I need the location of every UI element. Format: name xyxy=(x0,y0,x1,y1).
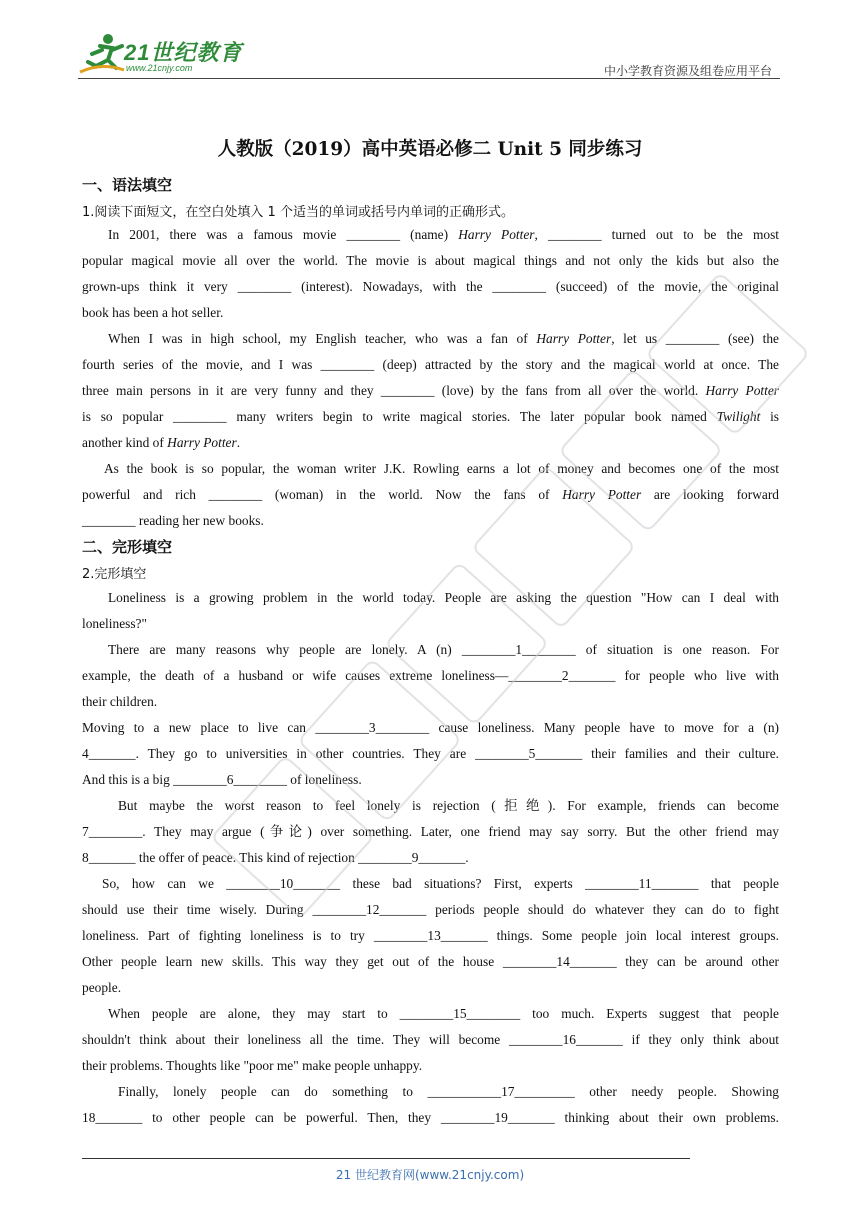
platform-slogan: 中小学教育资源及组卷应用平台 xyxy=(603,64,772,78)
passage-line: 8_______ the offer of peace. This kind of rejection ________9_______. xyxy=(82,850,469,865)
passage-line: loneliness?" xyxy=(82,616,147,631)
passage-line: loneliness. Part of fighting loneliness is to try ________13_______ things. Some people join local interest groups. xyxy=(82,928,779,943)
section1-heading: 一、语法填空 xyxy=(82,176,173,194)
passage-line: three main persons in it are very funny and they ________ (love) by the fans from all over the world. Harry Potter xyxy=(82,383,779,398)
passage-line: book has been a hot seller. xyxy=(82,305,224,320)
running-figure-icon xyxy=(78,32,126,76)
passage-line: popular magical movie all over the world. The movie is about magical things and not only the kids but also the xyxy=(82,253,779,268)
passage-line: In 2001, there was a famous movie ________ (name) Harry Potter, ________ turned out to be the most xyxy=(108,227,780,242)
passage-line: should use their time wisely. During ________12_______ periods people should do whatever they can do to fight xyxy=(82,902,779,917)
site-logo[interactable] xyxy=(78,30,248,78)
passage-line: 18_______ to other people can be powerful. Then, they ________19_______ thinking about their own problems. xyxy=(82,1110,779,1125)
section1-instruction: 1.阅读下面短文，在空白处填入 1 个适当的单词或括号内单词的正确形式。 xyxy=(82,205,514,220)
passage-line: As the book is so popular, the woman writer J.K. Rowling earns a lot of money and becomes one of the most xyxy=(104,461,779,476)
section2-heading: 二、完形填空 xyxy=(82,538,173,556)
passage-line: fourth series of the movie, and I was ________ (deep) attracted by the story and the magical world at once. The xyxy=(82,357,779,372)
passage-line: ________ reading her new books. xyxy=(82,513,264,528)
page-footer[interactable]: 21 世纪教育网(www.21cnjy.com) xyxy=(335,1168,525,1182)
page-title: 人教版（2019）高中英语必修二 Unit 5 同步练习 xyxy=(217,139,643,160)
passage-line: people. xyxy=(82,980,122,995)
passage-line: So, how can we ________10_______ these bad situations? First, experts ________11_______ that people xyxy=(102,876,779,891)
passage-line: 7________. They may argue (争论) over something. Later, one friend may say sorry. But the other friend may xyxy=(82,824,779,839)
passage-line: Moving to a new place to live can ________3________ cause loneliness. Many people have to move for a (n) xyxy=(82,720,779,735)
passage-line: another kind of Harry Potter. xyxy=(82,435,241,450)
page-header xyxy=(78,30,780,78)
passage-line: When people are alone, they may start to ________15________ too much. Experts suggest that people xyxy=(108,1006,779,1021)
passage-line: grown-ups think it very ________ (interest). Nowadays, with the ________ (succeed) of the movie, the original xyxy=(82,279,779,294)
footer-divider xyxy=(82,1158,690,1159)
passage-line: Other people learn new skills. This way they get out of the house ________14_______ they can be around other xyxy=(82,954,779,969)
passage-line: But maybe the worst reason to feel lonely is rejection (拒绝). For example, friends can become xyxy=(118,798,779,813)
passage-line: Loneliness is a growing problem in the world today. People are asking the question "How can I deal with xyxy=(108,590,779,605)
passage-line: And this is a big ________6________ of loneliness. xyxy=(82,772,362,787)
passage-line: powerful and rich ________ (woman) in the world. Now the fans of Harry Potter are looking forward xyxy=(82,487,779,502)
passage-line: example, the death of a husband or wife causes extreme loneliness—________2_______ for people who live with xyxy=(82,668,779,683)
passage-line: is so popular ________ many writers begin to write magical stories. The later popular book named Twilight is xyxy=(82,409,779,424)
logo-url: www.21cnjy.com xyxy=(126,63,193,73)
passage-line: their problems. Thoughts like "poor me" make people unhappy. xyxy=(82,1058,423,1073)
section2-instruction: 2.完形填空 xyxy=(82,567,147,582)
logo-text: 21世纪教育 xyxy=(124,40,243,65)
passage-line: their children. xyxy=(82,694,158,709)
passage-line: shouldn't think about their loneliness all the time. They will become ________16_______ if they only think about xyxy=(82,1032,779,1047)
passage-line: There are many reasons why people are lonely. A (n) ________1________ of situation is one reason. For xyxy=(108,642,779,657)
passage-line: When I was in high school, my English teacher, who was a fan of Harry Potter, let us ________ (see) the xyxy=(108,331,779,346)
passage-line: 4_______. They go to universities in other countries. They are ________5_______ their families and their culture. xyxy=(82,746,779,761)
header-divider xyxy=(78,78,780,79)
passage-line: Finally, lonely people can do something to ___________17_________ other needy people. Showing xyxy=(118,1084,779,1099)
